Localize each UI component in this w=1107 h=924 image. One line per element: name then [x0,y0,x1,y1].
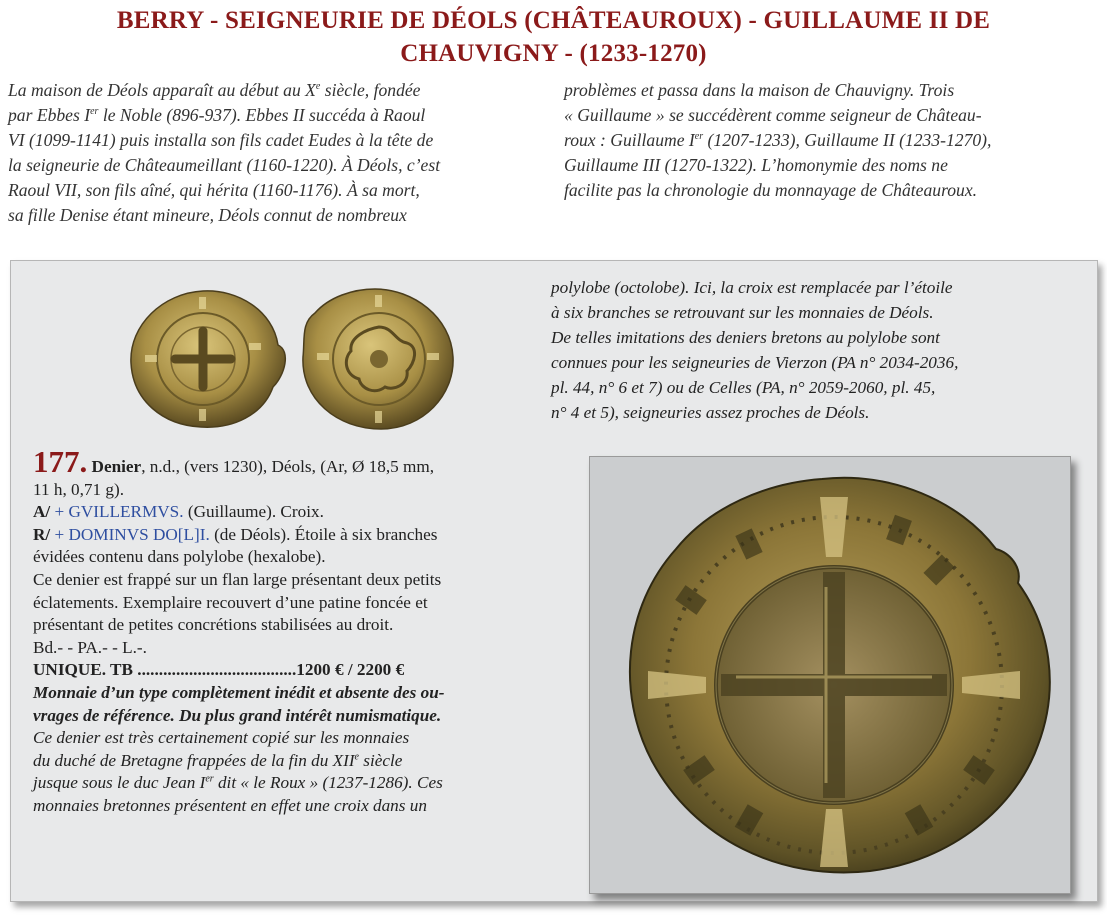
intro-line: Guillaume III (1270-1322). L’homonymie des noms ne [564,155,948,175]
page-title [0,4,1107,70]
description-line: Ce denier est frappé sur un flan large présentant deux petits [33,569,442,589]
lot-commentary [551,275,1079,425]
intro-right-column [564,78,1100,203]
highlight-line: Monnaie d’un type complètement inédit et absente des ou- [33,682,445,702]
note-line: du duché de Bretagne frappées de la fin du XIIe siècle [33,750,403,770]
obverse-line: A/ + GVILLERMVS. (Guillaume). Croix. [33,502,324,522]
commentary-line: à six branches se retrouvant sur les monnaies de Déols. [551,303,934,322]
obverse-coin-thumb [131,291,285,427]
highlight-line: vrages de référence. Du plus grand intérêt numismatique. [33,705,442,725]
reverse-legend: + DOMINVS DO[L]I. [54,524,210,544]
intro-line: La maison de Déols apparaît au début au Xe siècle, fondée [8,80,421,100]
title-line-2: CHAUVIGNY - (1233-1270) [400,40,707,67]
lot-description [33,444,553,818]
title-line-1: BERRY - SEIGNEURIE DE DÉOLS (CHÂTEAUROUX) - GUILLAUME II DE [116,7,991,34]
grade: UNIQUE. TB [33,660,133,680]
commentary-line: connues pour les seigneuries de Vierzon (PA n° 2034-2036, [551,353,959,372]
enlarged-coin-image [590,457,1070,893]
price: 1200 € / 2200 € [296,660,405,680]
lot-weight: 11 h, 0,71 g). [33,479,125,499]
note-line: Ce denier est très certainement copié sur les monnaies [33,728,410,748]
intro-line: la seigneurie de Châteaumeillant (1160-1220). À Déols, c’est [8,155,441,175]
coin-pair-image [123,283,463,433]
intro-line: « Guillaume » se succédèrent comme seigneur de Château- [564,105,982,125]
grade-price-line: UNIQUE. TB .....................................1200 € / 2200 € [33,660,405,680]
references: Bd.- - PA.- - L.-. [33,637,147,657]
note-line: jusque sous le duc Jean Ier dit « le Roux » (1237-1286). Ces [33,773,443,793]
intro-line: facilite pas la chronologie du monnayage de Châteauroux. [564,180,978,200]
commentary-line: De telles imitations des deniers bretons au polylobe sont [551,328,940,347]
enlarged-coin-photo [589,456,1071,894]
description-line: présentant de petites concrétions stabilisées au droit. [33,615,394,635]
reverse-line-2: évidées contenu dans polylobe (hexalobe). [33,547,326,567]
lot-number: 177. [33,444,88,479]
lot-header: 177. Denier, n.d., (vers 1230), Déols, (Ar, Ø 18,5 mm, [33,444,435,479]
intro-line: VI (1099-1141) puis installa son fils cadet Eudes à la tête de [8,130,434,150]
lot-denomination: Denier [91,457,142,476]
intro-line: problèmes et passa dans la maison de Chauvigny. Trois [564,80,955,100]
commentary-line: pl. 44, n° 6 et 7) ou de Celles (PA, n° 2059-2060, pl. 45, [551,378,936,397]
intro-line: Raoul VII, son fils aîné, qui hérita (1160-1176). À sa mort, [8,180,420,200]
intro-line: sa fille Denise étant mineure, Déols connut de nombreux [8,205,407,225]
lot-panel [10,260,1098,902]
reverse-coin-thumb [303,289,453,429]
note-line: monnaies bretonnes présentent en effet une croix dans un [33,795,427,815]
obverse-legend: + GVILLERMVS. [54,502,184,522]
commentary-line: polylobe (octolobe). Ici, la croix est remplacée par l’étoile [551,278,953,297]
intro-line: roux : Guillaume Ier (1207-1233), Guillaume II (1233-1270), [564,130,992,150]
intro-line: par Ebbes Ier le Noble (896-937). Ebbes II succéda à Raoul [8,105,426,125]
intro-left-column [8,78,544,228]
commentary-line: n° 4 et 5), seigneuries assez proches de Déols. [551,403,870,422]
reverse-line: R/ + DOMINVS DO[L]I. (de Déols). Étoile à six branches [33,524,438,544]
description-line: éclatements. Exemplaire recouvert d’une patine foncée et [33,592,428,612]
